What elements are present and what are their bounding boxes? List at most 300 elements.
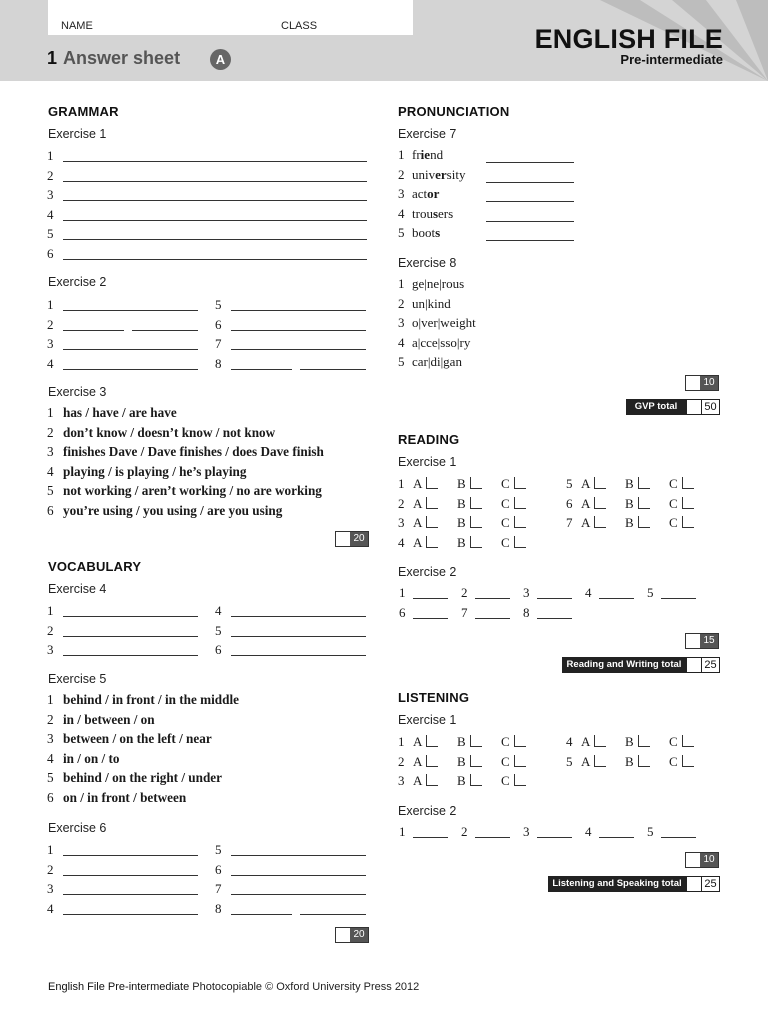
choice-letter: B xyxy=(457,734,466,749)
choice-option[interactable] xyxy=(669,734,694,750)
item-number: 5 xyxy=(566,476,573,491)
answer-line[interactable] xyxy=(215,317,366,333)
listening-heading: LISTENING xyxy=(398,690,470,705)
answer-blank[interactable] xyxy=(537,605,572,619)
choice-letter: B xyxy=(625,476,634,491)
exercise-2-title: Exercise 2 xyxy=(48,275,107,289)
answer-line[interactable] xyxy=(215,862,366,878)
answer-line[interactable] xyxy=(215,336,366,352)
checkbox[interactable] xyxy=(426,774,438,786)
item-number: 3 xyxy=(47,642,54,657)
choice-option[interactable] xyxy=(625,754,650,770)
answer-blank[interactable] xyxy=(231,862,366,876)
pronunciation-word xyxy=(398,167,465,183)
gvp-total-box[interactable] xyxy=(686,399,720,415)
item-number: 1 xyxy=(47,603,54,618)
checkbox[interactable] xyxy=(638,755,650,767)
item-number: 4 xyxy=(585,824,592,839)
answer-line[interactable] xyxy=(47,336,198,352)
checkbox[interactable] xyxy=(638,516,650,528)
choice-option[interactable] xyxy=(413,476,438,492)
choice-letter: A xyxy=(581,495,591,511)
page-title-text: Answer sheet xyxy=(63,48,181,68)
pronunciation-word xyxy=(398,225,440,241)
answer-blank[interactable] xyxy=(599,824,634,838)
pronunciation-heading: PRONUNCIATION xyxy=(398,104,510,119)
brand-level: Pre-intermediate xyxy=(620,52,723,67)
answer-blank[interactable] xyxy=(231,336,366,350)
item-number: 4 xyxy=(585,585,592,600)
choice-letter: A xyxy=(413,534,423,550)
answer-blank[interactable] xyxy=(300,356,366,370)
checkbox[interactable] xyxy=(426,755,438,767)
stress-word[interactable] xyxy=(398,354,462,370)
item-number: 4 xyxy=(215,603,222,618)
choice-letter: A xyxy=(581,476,591,491)
answer-line[interactable] xyxy=(47,187,367,203)
checkbox[interactable] xyxy=(594,497,606,509)
answer-blank[interactable] xyxy=(475,585,510,599)
listening-speaking-total-box[interactable] xyxy=(686,876,720,892)
answer-blank[interactable] xyxy=(231,642,366,656)
item-number: 5 xyxy=(47,770,54,785)
item-number: 1 xyxy=(398,147,405,162)
answer-blank[interactable] xyxy=(63,623,198,637)
checkbox[interactable] xyxy=(514,497,526,509)
multiple-choice-item xyxy=(398,496,538,512)
item-number: 1 xyxy=(399,824,406,839)
answer-line[interactable] xyxy=(47,642,198,658)
option-set[interactable] xyxy=(47,444,324,460)
choice-option[interactable] xyxy=(625,476,650,492)
checkbox[interactable] xyxy=(470,477,482,489)
answer-blank[interactable] xyxy=(413,605,448,619)
choice-option[interactable] xyxy=(501,734,526,750)
item-number: 4 xyxy=(47,750,54,766)
answer-blank[interactable] xyxy=(599,585,634,599)
answer-line[interactable] xyxy=(399,824,451,840)
item-number: 2 xyxy=(398,295,405,311)
answer-line[interactable] xyxy=(585,824,637,840)
word-part: fr xyxy=(412,147,421,162)
answer-line[interactable] xyxy=(47,901,198,917)
answer-blank[interactable] xyxy=(475,824,510,838)
choice-option[interactable] xyxy=(413,734,438,750)
checkbox[interactable] xyxy=(426,536,438,548)
checkbox[interactable] xyxy=(514,774,526,786)
answer-blank[interactable] xyxy=(231,623,366,637)
checkbox[interactable] xyxy=(682,735,694,747)
item-number: 4 xyxy=(47,355,54,371)
score-value: 20 xyxy=(350,928,368,942)
listening-speaking-total-value: 25 xyxy=(701,877,719,891)
choice-option[interactable] xyxy=(457,773,482,789)
grammar-score-box[interactable] xyxy=(335,531,369,547)
choice-option[interactable] xyxy=(501,754,526,770)
choice-option[interactable] xyxy=(457,496,482,512)
answer-blank[interactable] xyxy=(413,824,448,838)
pronunciation-score-box[interactable] xyxy=(685,375,719,391)
answer-line[interactable] xyxy=(399,605,451,621)
checkbox[interactable] xyxy=(594,755,606,767)
checkbox[interactable] xyxy=(426,497,438,509)
word-part: boot xyxy=(412,225,436,240)
choice-option[interactable] xyxy=(413,754,438,770)
answer-blank[interactable] xyxy=(231,881,366,895)
item-number: 4 xyxy=(398,205,405,221)
item-number: 5 xyxy=(647,585,654,600)
option-set[interactable] xyxy=(47,483,322,499)
choice-option[interactable] xyxy=(625,515,650,531)
vocabulary-heading: VOCABULARY xyxy=(48,559,142,574)
item-number: 1 xyxy=(399,585,406,600)
reading-exercise-1-title: Exercise 1 xyxy=(398,455,457,469)
answer-blank[interactable] xyxy=(486,149,574,163)
choice-option[interactable] xyxy=(581,734,606,750)
vocabulary-score-box[interactable] xyxy=(335,927,369,943)
choice-option[interactable] xyxy=(501,515,526,531)
listening-exercise-2-title: Exercise 2 xyxy=(398,804,457,818)
syllables: un|kind xyxy=(412,295,451,311)
item-number: 3 xyxy=(47,336,54,351)
checkbox[interactable] xyxy=(470,516,482,528)
answer-blank[interactable] xyxy=(63,603,198,617)
choice-option[interactable] xyxy=(581,496,606,512)
item-number: 8 xyxy=(215,900,222,916)
checkbox[interactable] xyxy=(426,516,438,528)
answer-line[interactable] xyxy=(215,842,366,858)
reading-writing-total-box[interactable] xyxy=(686,657,720,673)
answer-blank[interactable] xyxy=(63,642,198,656)
answer-line[interactable] xyxy=(47,168,367,184)
stressed-sound: ie xyxy=(420,147,431,162)
listening-score-box[interactable] xyxy=(685,852,719,868)
checkbox[interactable] xyxy=(682,497,694,509)
item-number: 1 xyxy=(398,734,405,749)
answer-blank[interactable] xyxy=(231,901,292,915)
option-set[interactable] xyxy=(47,770,222,786)
choice-option[interactable] xyxy=(501,476,526,492)
choice-option[interactable] xyxy=(581,515,606,531)
answer-line[interactable] xyxy=(47,881,198,897)
choice-letter: C xyxy=(501,773,510,788)
item-number: 2 xyxy=(461,585,468,600)
choice-option[interactable] xyxy=(669,496,694,512)
choice-letter: C xyxy=(501,534,510,550)
answer-line[interactable] xyxy=(585,585,637,601)
item-number: 1 xyxy=(47,405,54,420)
item-number: 1 xyxy=(398,276,405,291)
answer-line[interactable] xyxy=(47,842,198,858)
answer-line[interactable] xyxy=(47,862,198,878)
item-number: 7 xyxy=(215,336,222,351)
answer-line[interactable] xyxy=(47,356,198,372)
reading-score-box[interactable] xyxy=(685,633,719,649)
option-text: in / between / on xyxy=(63,711,155,727)
page-title xyxy=(47,48,180,69)
answer-line[interactable] xyxy=(461,585,513,601)
multiple-choice-item xyxy=(398,535,538,551)
word-part: ers xyxy=(438,205,454,221)
answer-line[interactable] xyxy=(523,585,575,601)
choice-option[interactable] xyxy=(581,754,606,770)
answer-blank[interactable] xyxy=(486,169,574,183)
answer-blank[interactable] xyxy=(231,297,366,311)
name-label: NAME xyxy=(61,20,93,32)
choice-option[interactable] xyxy=(625,734,650,750)
gvp-total xyxy=(626,399,720,415)
choice-option[interactable] xyxy=(625,496,650,512)
choice-option[interactable] xyxy=(501,773,526,789)
checkbox[interactable] xyxy=(638,497,650,509)
checkbox[interactable] xyxy=(514,516,526,528)
multiple-choice-item xyxy=(398,515,538,531)
option-set[interactable] xyxy=(47,692,239,708)
answer-line[interactable] xyxy=(47,317,198,333)
brand-title: ENGLISH FILE xyxy=(534,24,723,54)
checkbox[interactable] xyxy=(682,477,694,489)
item-number: 6 xyxy=(215,316,222,332)
answer-blank[interactable] xyxy=(63,336,198,350)
item-number: 4 xyxy=(47,463,54,479)
item-number: 2 xyxy=(47,316,54,332)
answer-line[interactable] xyxy=(47,603,198,619)
answer-blank[interactable] xyxy=(537,585,572,599)
answer-line[interactable] xyxy=(215,297,366,313)
answer-blank[interactable] xyxy=(63,246,367,260)
answer-line[interactable] xyxy=(523,605,575,621)
reading-exercise-2-title: Exercise 2 xyxy=(398,565,457,579)
answer-blank[interactable] xyxy=(486,188,574,202)
answer-line[interactable] xyxy=(47,226,367,242)
reading-writing-total-value: 25 xyxy=(701,658,719,672)
unit-number: 1 xyxy=(47,48,58,68)
answer-blank[interactable] xyxy=(231,603,366,617)
option-text: finishes Dave / Dave finishes / does Dave finish xyxy=(63,444,324,459)
checkbox[interactable] xyxy=(514,477,526,489)
answer-blank[interactable] xyxy=(132,317,198,331)
choice-option[interactable] xyxy=(669,476,694,492)
word-part: trou xyxy=(412,205,433,221)
choice-letter: A xyxy=(413,515,423,530)
choice-option[interactable] xyxy=(457,515,482,531)
answer-blank[interactable] xyxy=(537,824,572,838)
choice-option[interactable] xyxy=(457,754,482,770)
answer-blank[interactable] xyxy=(486,208,574,222)
choice-option[interactable] xyxy=(501,535,526,551)
answer-blank[interactable] xyxy=(661,585,696,599)
item-number: 4 xyxy=(47,900,54,916)
checkbox[interactable] xyxy=(514,735,526,747)
answer-blank[interactable] xyxy=(63,226,367,240)
choice-option[interactable] xyxy=(457,476,482,492)
choice-letter: C xyxy=(669,515,678,530)
stress-word[interactable] xyxy=(398,296,451,312)
reading-writing-total xyxy=(562,657,720,673)
answer-blank[interactable] xyxy=(63,148,367,162)
answer-blank[interactable] xyxy=(63,901,198,915)
score-value: 10 xyxy=(700,376,718,390)
checkbox[interactable] xyxy=(470,774,482,786)
answer-line[interactable] xyxy=(647,585,699,601)
choice-letter: B xyxy=(457,753,466,769)
listening-exercise-1-title: Exercise 1 xyxy=(398,713,457,727)
syllables: a|cce|sso|ry xyxy=(412,334,471,350)
option-set[interactable] xyxy=(47,731,212,747)
option-text: behind / on the right / under xyxy=(63,770,223,785)
answer-blank[interactable] xyxy=(63,168,367,182)
exercise-4-title: Exercise 4 xyxy=(48,582,107,596)
item-number: 5 xyxy=(47,483,54,498)
checkbox[interactable] xyxy=(426,477,438,489)
item-number: 1 xyxy=(47,842,54,857)
checkbox[interactable] xyxy=(514,536,526,548)
item-number: 3 xyxy=(398,315,405,330)
item-number: 2 xyxy=(398,166,405,182)
stressed-sound: s xyxy=(435,225,441,240)
choice-letter: C xyxy=(501,734,510,749)
multiple-choice-item xyxy=(566,496,706,512)
footer-brand: English File Pre-intermediate xyxy=(48,981,190,993)
choice-option[interactable] xyxy=(413,535,438,551)
option-set[interactable] xyxy=(47,425,275,441)
page-header xyxy=(0,0,768,81)
multiple-choice-item xyxy=(566,515,706,531)
item-number: 2 xyxy=(398,753,405,769)
answer-blank[interactable] xyxy=(63,317,124,331)
answer-line[interactable] xyxy=(215,901,366,917)
option-set[interactable] xyxy=(47,712,155,728)
answer-blank[interactable] xyxy=(231,842,366,856)
answer-blank[interactable] xyxy=(486,227,574,241)
checkbox[interactable] xyxy=(682,755,694,767)
answer-line[interactable] xyxy=(47,297,198,313)
answer-line[interactable] xyxy=(47,148,367,164)
option-set[interactable] xyxy=(47,751,119,767)
checkbox[interactable] xyxy=(470,735,482,747)
score-value: 10 xyxy=(700,853,718,867)
answer-blank[interactable] xyxy=(63,862,198,876)
listening-speaking-total xyxy=(548,876,720,892)
checkbox[interactable] xyxy=(426,735,438,747)
answer-line[interactable] xyxy=(215,881,366,897)
choice-option[interactable] xyxy=(669,754,694,770)
answer-line[interactable] xyxy=(523,824,575,840)
answer-line[interactable] xyxy=(47,207,367,223)
item-number: 5 xyxy=(47,226,54,241)
option-set[interactable] xyxy=(47,503,282,519)
choice-option[interactable] xyxy=(669,515,694,531)
choice-letter: C xyxy=(669,734,678,749)
answer-line[interactable] xyxy=(215,356,366,372)
pronunciation-word xyxy=(398,206,453,222)
answer-blank[interactable] xyxy=(300,901,366,915)
item-number: 3 xyxy=(398,186,405,201)
choice-option[interactable] xyxy=(413,496,438,512)
answer-blank[interactable] xyxy=(231,317,366,331)
item-number: 3 xyxy=(523,824,530,839)
item-number: 3 xyxy=(47,187,54,202)
choice-option[interactable] xyxy=(501,496,526,512)
choice-option[interactable] xyxy=(413,773,438,789)
answer-blank[interactable] xyxy=(63,881,198,895)
answer-line[interactable] xyxy=(47,246,367,262)
answer-line[interactable] xyxy=(47,623,198,639)
grammar-heading: GRAMMAR xyxy=(48,104,119,119)
answer-line[interactable] xyxy=(215,623,366,639)
item-number: 3 xyxy=(398,515,405,530)
checkbox[interactable] xyxy=(470,536,482,548)
item-number: 2 xyxy=(461,824,468,839)
checkbox[interactable] xyxy=(594,516,606,528)
choice-option[interactable] xyxy=(457,535,482,551)
option-set[interactable] xyxy=(47,790,186,806)
answer-line[interactable] xyxy=(215,603,366,619)
checkbox[interactable] xyxy=(638,735,650,747)
choice-option[interactable] xyxy=(413,515,438,531)
checkbox[interactable] xyxy=(638,477,650,489)
choice-option[interactable] xyxy=(581,476,606,492)
item-number: 3 xyxy=(47,444,54,459)
choice-letter: B xyxy=(625,753,634,769)
pronunciation-word xyxy=(398,147,443,163)
choice-option[interactable] xyxy=(457,734,482,750)
stress-word[interactable] xyxy=(398,315,476,331)
stress-word[interactable] xyxy=(398,335,470,351)
answer-blank[interactable] xyxy=(63,297,198,311)
answer-line[interactable] xyxy=(647,824,699,840)
checkbox[interactable] xyxy=(594,477,606,489)
answer-blank[interactable] xyxy=(661,824,696,838)
answer-blank[interactable] xyxy=(475,605,510,619)
answer-blank[interactable] xyxy=(63,842,198,856)
exercise-8-title: Exercise 8 xyxy=(398,256,457,270)
checkbox[interactable] xyxy=(594,735,606,747)
exercise-1-title: Exercise 1 xyxy=(48,127,107,141)
word-part: nd xyxy=(430,147,444,162)
item-number: 6 xyxy=(47,502,54,518)
answer-blank[interactable] xyxy=(63,356,198,370)
answer-line[interactable] xyxy=(461,605,513,621)
choice-letter: A xyxy=(581,515,591,530)
checkbox[interactable] xyxy=(470,755,482,767)
score-value: 15 xyxy=(700,634,718,648)
answer-line[interactable] xyxy=(399,585,451,601)
exercise-6-title: Exercise 6 xyxy=(48,821,107,835)
stress-word[interactable] xyxy=(398,276,464,292)
checkbox[interactable] xyxy=(470,497,482,509)
checkbox[interactable] xyxy=(682,516,694,528)
answer-line[interactable] xyxy=(215,642,366,658)
item-number: 2 xyxy=(47,424,54,440)
checkbox[interactable] xyxy=(514,755,526,767)
item-number: 4 xyxy=(398,334,405,350)
choice-letter: B xyxy=(457,515,466,530)
item-number: 6 xyxy=(215,642,222,657)
answer-blank[interactable] xyxy=(63,187,367,201)
answer-blank[interactable] xyxy=(413,585,448,599)
option-set[interactable] xyxy=(47,464,246,480)
item-number: 6 xyxy=(566,495,573,511)
multiple-choice-item xyxy=(398,754,538,770)
option-text: in / on / to xyxy=(63,750,120,766)
item-number: 6 xyxy=(399,605,406,620)
option-set[interactable] xyxy=(47,405,177,421)
option-text: on / in front / between xyxy=(63,789,187,805)
answer-line[interactable] xyxy=(461,824,513,840)
answer-blank[interactable] xyxy=(63,207,367,221)
answer-blank[interactable] xyxy=(231,356,292,370)
